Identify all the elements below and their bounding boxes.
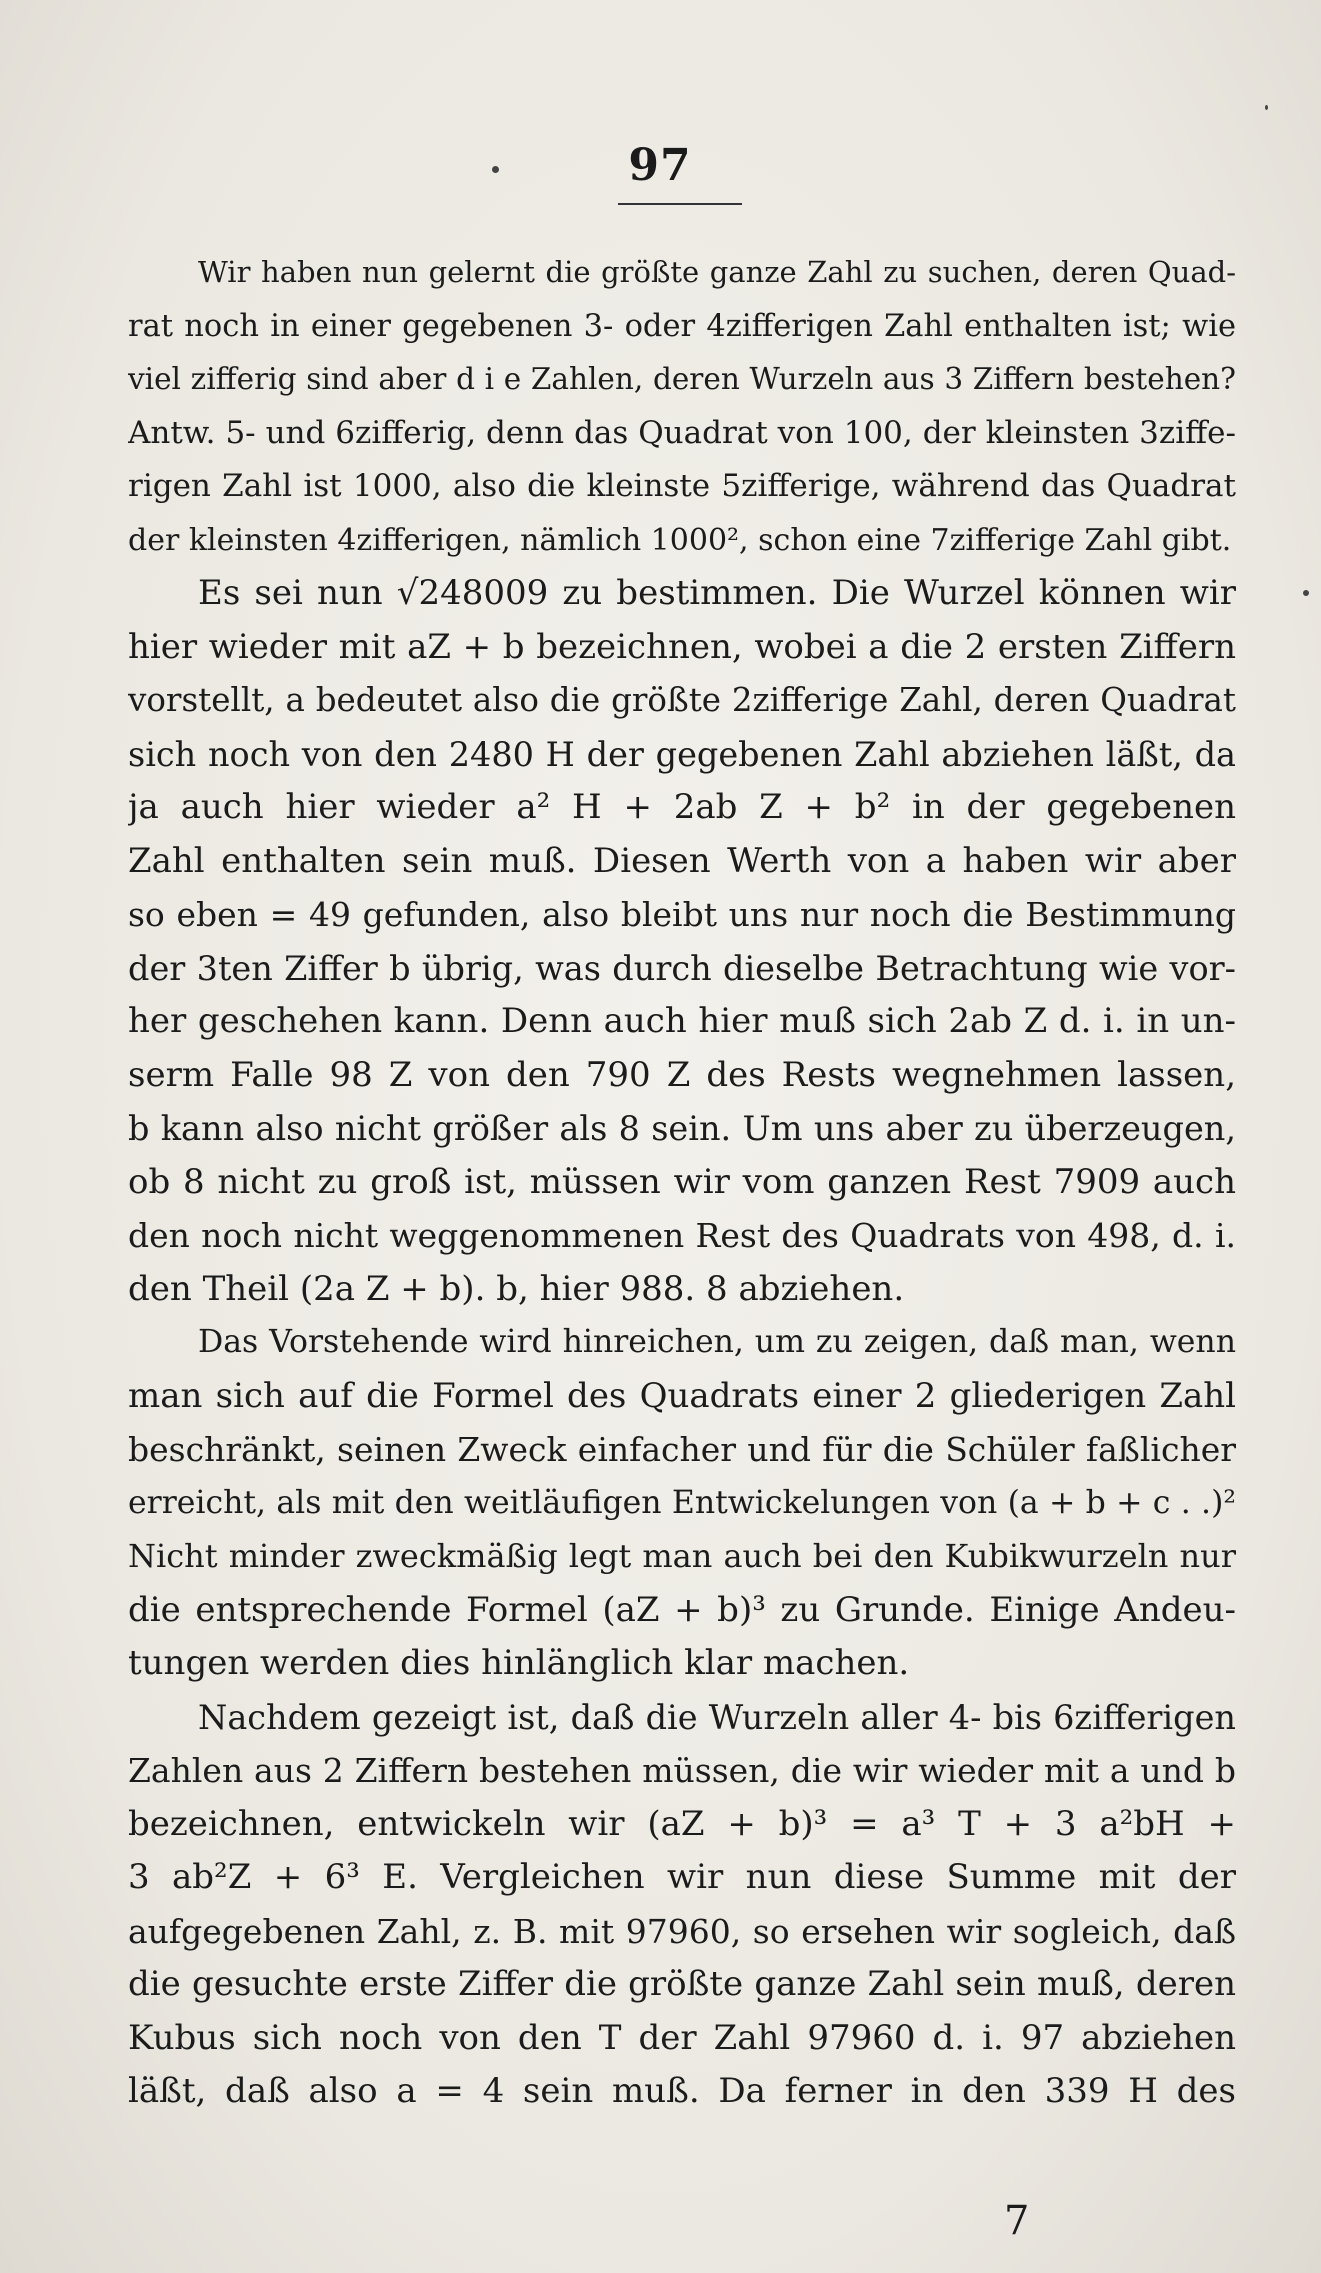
text-line: 3 ab²Z + 6³ E. Vergleichen wir nun diese Summe mit der bbox=[128, 1857, 1236, 1897]
text-line: so eben = 49 gefunden, also bleibt uns nur noch die Bestimmung bbox=[128, 895, 1236, 934]
text-line: beschränkt, seinen Zweck einfacher und für die Schüler faßlicher bbox=[128, 1430, 1236, 1469]
paragraph-3 bbox=[128, 1316, 1236, 1691]
text-line: Nicht minder zweckmäßig legt man auch bei den Kubikwurzeln nur bbox=[128, 1537, 1236, 1575]
text-line: tungen werden dies hinlänglich klar machen. bbox=[128, 1643, 910, 1683]
text-line: Das Vorstehende wird hinreichen, um zu zeigen, daß man, wenn bbox=[198, 1324, 1236, 1360]
body-text bbox=[128, 246, 1236, 2119]
text-line: läßt, daß also a = 4 sein muß. Da ferner in den 339 H des bbox=[128, 2071, 1236, 2111]
text-line: bezeichnen, entwickeln wir (aZ + b)³ = a³ T + 3 a²bH + bbox=[128, 1803, 1236, 1844]
text-line: erreicht, als mit den weitläufigen Entwickelungen von (a + b + c . .)² bbox=[128, 1484, 1236, 1521]
paragraph-4 bbox=[128, 1691, 1236, 2119]
text-line: den Theil (2a Z + b). b, hier 988. 8 abziehen. bbox=[128, 1268, 905, 1309]
text-line: vorstellt, a bedeutet also die größte 2zifferige Zahl, deren Quadrat bbox=[128, 681, 1236, 719]
paragraph-1 bbox=[128, 246, 1236, 567]
print-speck bbox=[492, 166, 499, 173]
text-line: die gesuchte erste Ziffer die größte ganze Zahl sein muß, deren bbox=[128, 1964, 1236, 2004]
text-line: rat noch in einer gegebenen 3- oder 4zifferigen Zahl enthalten ist; wie bbox=[128, 308, 1236, 344]
text-line: Wir haben nun gelernt die größte ganze Zahl zu suchen, deren Quad- bbox=[198, 255, 1236, 289]
text-line: ob 8 nicht zu groß ist, müssen wir vom ganzen Rest 7909 auch bbox=[128, 1161, 1236, 1202]
text-line: her geschehen kann. Denn auch hier muß sich 2ab Z d. i. in un- bbox=[128, 1001, 1236, 1041]
text-line: Es sei nun √248009 zu bestimmen. Die Wurzel können wir bbox=[198, 573, 1236, 613]
text-line: hier wieder mit aZ + b bezeichnen, wobei a die 2 ersten Ziffern bbox=[128, 626, 1236, 667]
text-line: den noch nicht weggenommenen Rest des Quadrats von 498, d. i. bbox=[128, 1216, 1236, 1255]
text-line: man sich auf die Formel des Quadrats einer 2 gliederigen Zahl bbox=[128, 1375, 1236, 1416]
text-line: b kann also nicht größer als 8 sein. Um uns aber zu überzeugen, bbox=[128, 1109, 1236, 1148]
text-line: aufgegebenen Zahl, z. B. mit 97960, so ersehen wir sogleich, daß bbox=[128, 1911, 1236, 1951]
text-line: der kleinsten 4zifferigen, nämlich 1000², schon eine 7zifferige Zahl gibt. bbox=[128, 522, 1232, 558]
text-line: viel zifferig sind aber d i e Zahlen, deren Wurzeln aus 3 Ziffern bestehen? bbox=[128, 362, 1236, 396]
signature-mark: 7 bbox=[1004, 2198, 1030, 2244]
text-line: Antw. 5- und 6zifferig, denn das Quadrat von 100, der kleinsten 3ziffe- bbox=[128, 414, 1236, 451]
text-line: der 3ten Ziffer b übrig, was durch dieselbe Betrachtung wie vor- bbox=[128, 948, 1236, 988]
text-line: sich noch von den 2480 H der gegebenen Zahl abziehen läßt, da bbox=[128, 734, 1236, 774]
text-line: serm Falle 98 Z von den 790 Z des Rests wegnehmen lassen, bbox=[128, 1054, 1236, 1095]
text-line: die entsprechende Formel (aZ + b)³ zu Grunde. Einige Andeu- bbox=[128, 1589, 1236, 1630]
text-line: Zahl enthalten sein muß. Diesen Werth von a haben wir aber bbox=[128, 840, 1236, 881]
print-speck bbox=[1303, 590, 1309, 596]
text-line: Nachdem gezeigt ist, daß die Wurzeln aller 4- bis 6zifferigen bbox=[198, 1697, 1236, 1737]
page-number-rule bbox=[618, 203, 742, 205]
page-number: 97 bbox=[628, 140, 692, 191]
text-line: rigen Zahl ist 1000, also die kleinste 5zifferige, während das Quadrat bbox=[128, 468, 1236, 504]
paragraph-2 bbox=[128, 567, 1236, 1316]
text-line: Kubus sich noch von den T der Zahl 97960 d. i. 97 abziehen bbox=[128, 2017, 1236, 2058]
print-speck bbox=[1265, 105, 1268, 110]
text-line: Zahlen aus 2 Ziffern bestehen müssen, die wir wieder mit a und b bbox=[128, 1751, 1236, 1790]
text-line: ja auch hier wieder a² H + 2ab Z + b² in der gegebenen bbox=[128, 787, 1236, 827]
